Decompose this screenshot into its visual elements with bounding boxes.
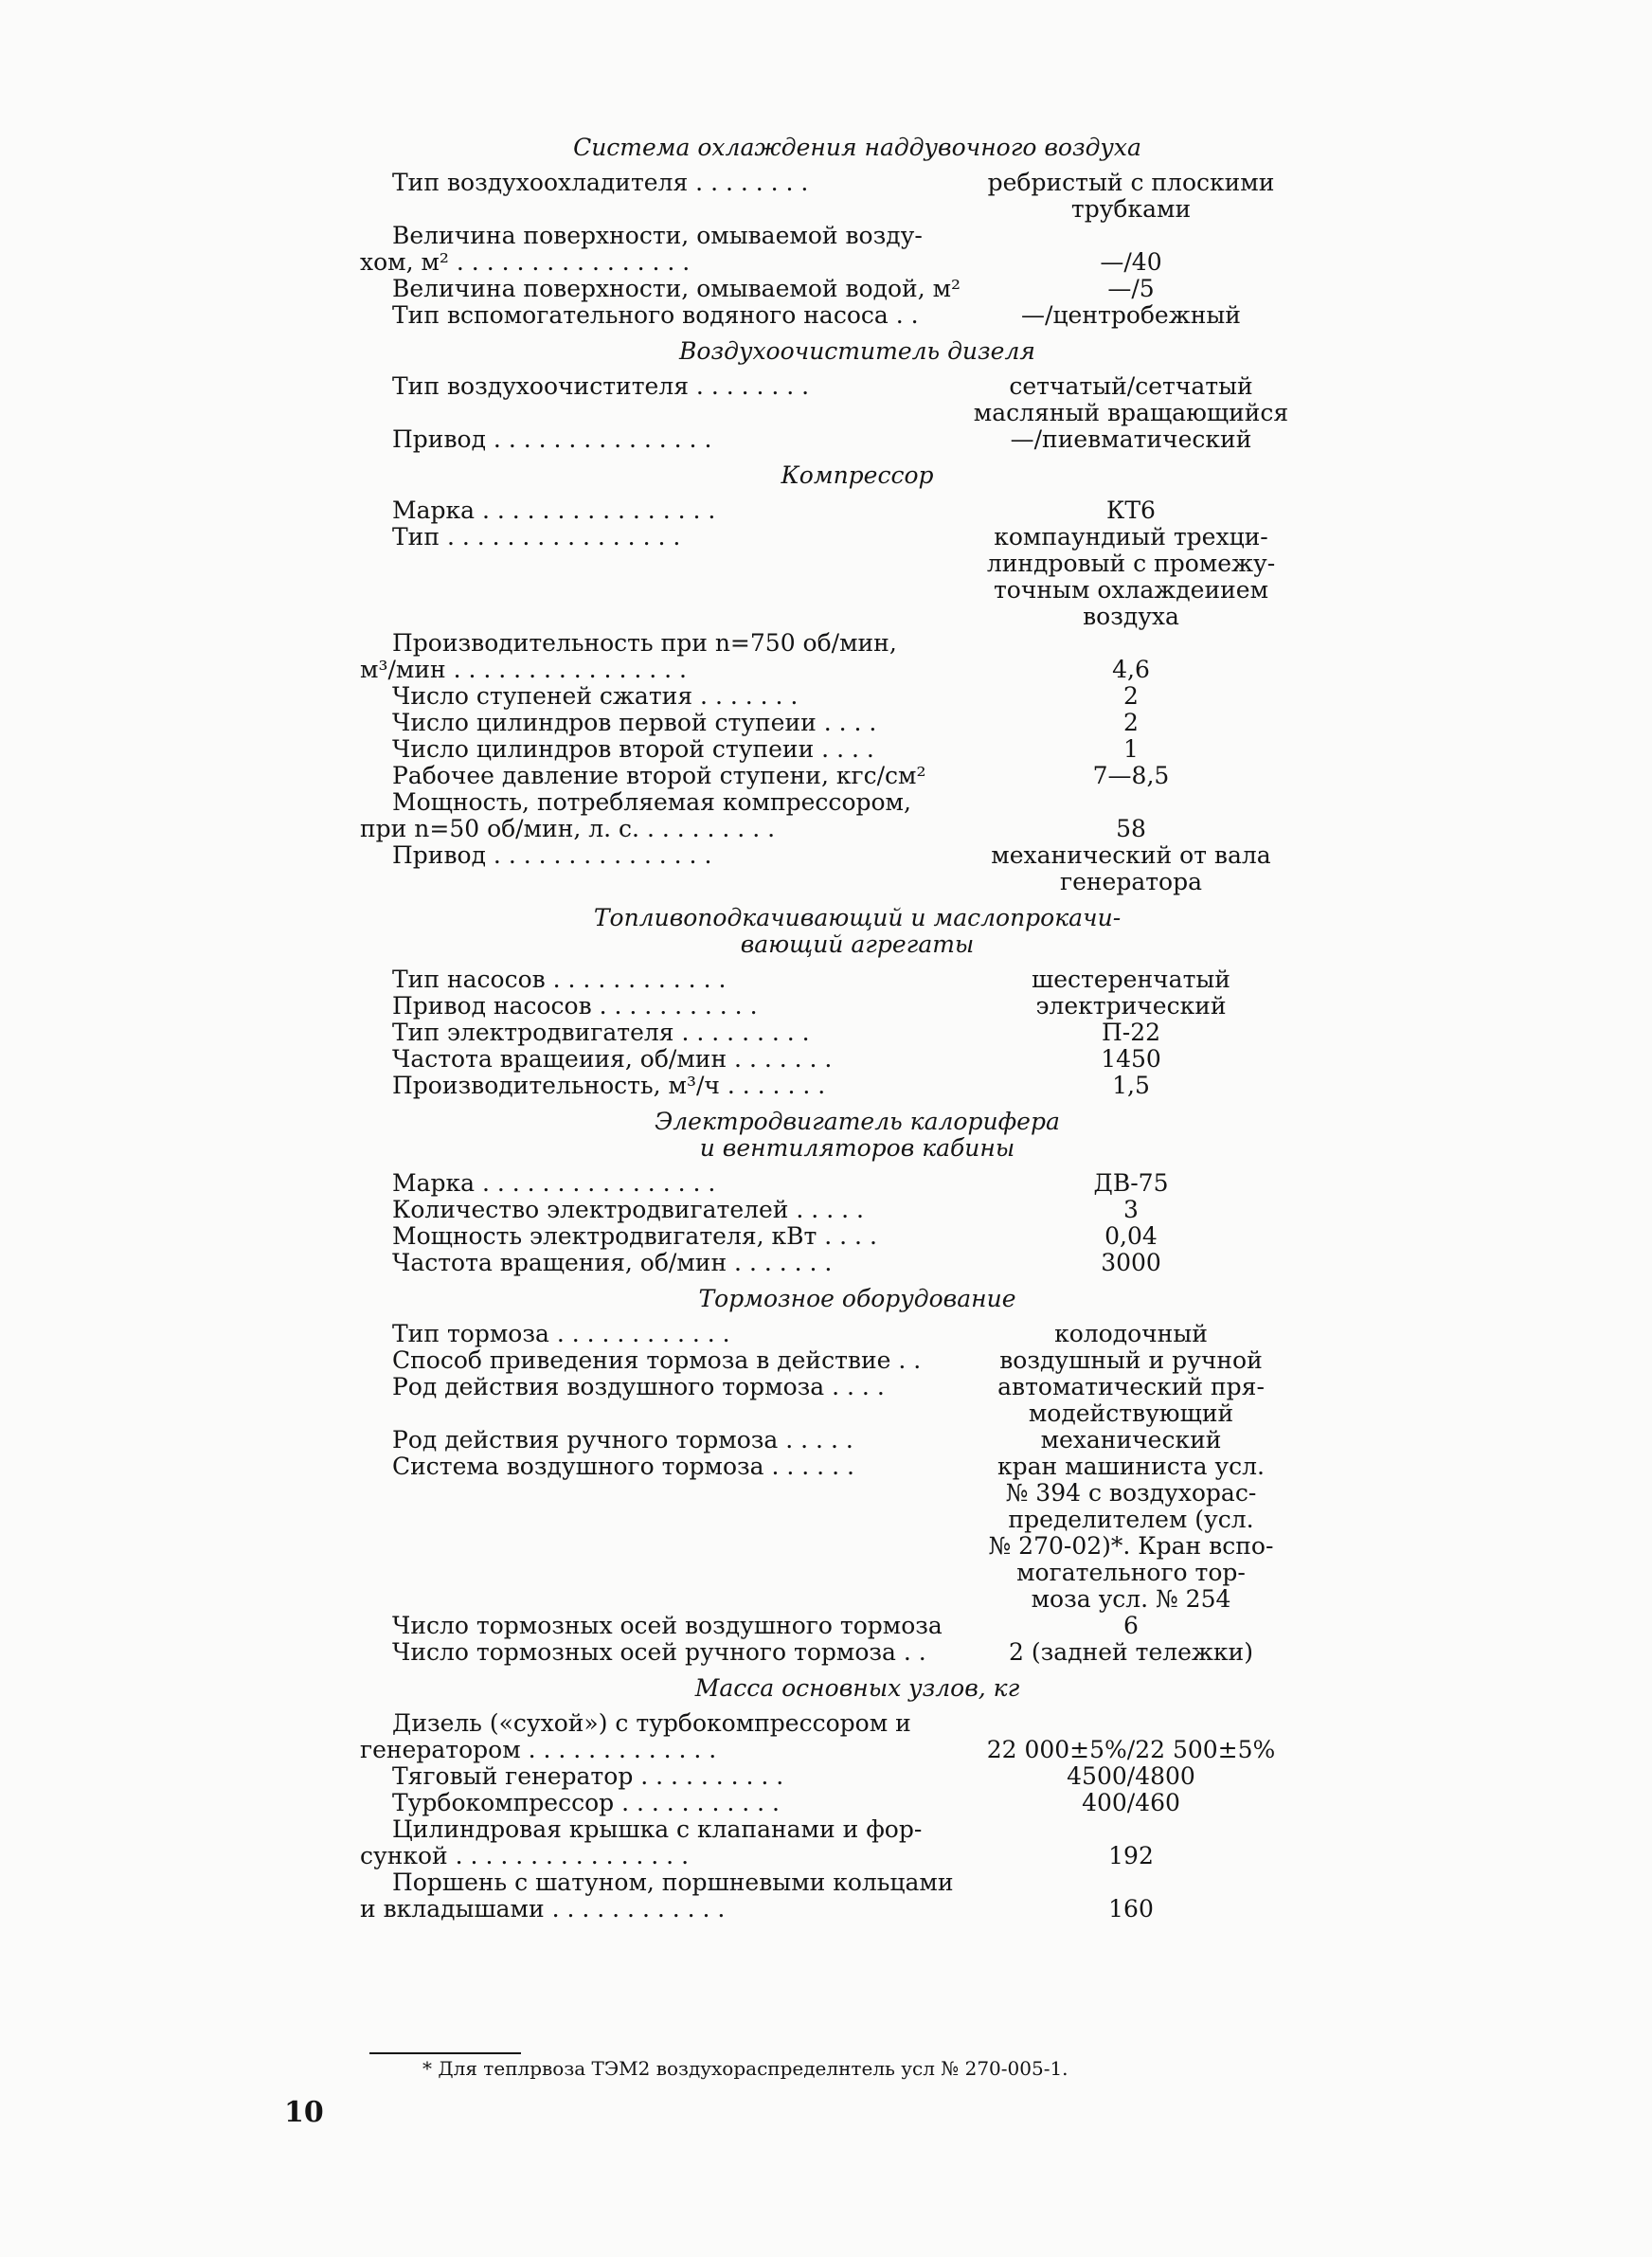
spec-label: Поршень с шатуном, поршневыми кольцами и вкладышами . . . . . . . . . . . . — [360, 1869, 954, 1923]
spec-label: Цилиндровая крышка с клапанами и фор- сункой . . . . . . . . . . . . . . . . — [360, 1816, 923, 1869]
spec-label: Мощность электродвигателя, кВт . . . . — [392, 1223, 877, 1250]
spec-value: 1 — [1123, 735, 1139, 763]
spec-row — [360, 1321, 1307, 1347]
spec-row — [360, 276, 1307, 302]
spec-value: 2 — [1123, 709, 1139, 736]
spec-row — [360, 1046, 1307, 1073]
spec-row — [360, 1347, 1307, 1374]
spec-value: кран машиниста усл. № 394 с воздухорас- пределителем (усл. № 270-02)*. Кран вспо- могательного тор- моза усл. № 254 — [988, 1453, 1274, 1613]
section-title: Тормозное оборудование — [698, 1285, 1016, 1312]
spec-row — [360, 710, 1307, 736]
spec-row — [360, 1374, 1307, 1427]
section-title: Электродвигатель калорифера и вентиляторов кабины — [655, 1108, 1060, 1162]
spec-label: Тяговый генератор . . . . . . . . . . — [392, 1763, 784, 1790]
spec-row — [360, 302, 1307, 329]
spec-row — [360, 1639, 1307, 1666]
spec-value: 0,04 — [1104, 1222, 1158, 1250]
footnote-rule — [369, 2052, 521, 2054]
spec-row — [360, 993, 1307, 1020]
spec-row — [360, 1710, 1307, 1763]
spec-value: сетчатый/сетчатый масляный вращающийся — [973, 372, 1289, 426]
spec-row — [360, 426, 1307, 453]
spec-row — [360, 789, 1307, 842]
spec-row — [360, 763, 1307, 789]
spec-row — [360, 1170, 1307, 1197]
spec-label: Марка . . . . . . . . . . . . . . . . — [392, 497, 716, 524]
section-title: Топливоподкачивающий и маслопрокачи- вающий агрегаты — [593, 904, 1122, 958]
spec-label: Тип электродвигателя . . . . . . . . . — [392, 1020, 810, 1046]
spec-value: —/5 — [1107, 275, 1155, 302]
spec-label: Тип воздухоохладителя . . . . . . . . — [392, 170, 809, 196]
spec-label: Род действия ручного тормоза . . . . . — [392, 1427, 853, 1454]
spec-row — [360, 1427, 1307, 1454]
spec-label: Род действия воздушного тормоза . . . . — [392, 1374, 885, 1400]
spec-label: Тип тормоза . . . . . . . . . . . . — [392, 1321, 730, 1347]
spec-value: 2 — [1123, 682, 1139, 710]
spec-row — [360, 1613, 1307, 1639]
spec-row — [360, 842, 1307, 895]
spec-value: 58 — [1116, 815, 1146, 842]
spec-label: Число ступеней сжатия . . . . . . . — [392, 683, 799, 710]
spec-value: 160 — [1108, 1895, 1154, 1923]
spec-label: Число цилиндров второй ступеии . . . . — [392, 736, 874, 763]
spec-value: 1450 — [1101, 1045, 1161, 1073]
spec-value: 192 — [1108, 1842, 1154, 1869]
spec-row — [360, 1250, 1307, 1276]
spec-value: шестеренчатый — [1032, 966, 1230, 993]
spec-label: Производительность, м³/ч . . . . . . . — [392, 1073, 826, 1099]
spec-value: —/40 — [1100, 248, 1162, 276]
spec-label: Число цилиндров первой ступеии . . . . — [392, 710, 877, 736]
spec-row — [360, 223, 1307, 276]
spec-value: 6 — [1123, 1612, 1139, 1639]
spec-value: колодочный — [1054, 1320, 1208, 1347]
spec-value: 4,6 — [1112, 656, 1150, 683]
spec-label: Мощность, потребляемая компрессором, при n=50 об/мин, л. с. . . . . . . . . . — [360, 789, 911, 842]
spec-value: механический — [1040, 1426, 1222, 1454]
spec-row — [360, 1073, 1307, 1099]
spec-label: Рабочее давление второй ступени, кгс/см² — [392, 763, 926, 789]
spec-label: Величина поверхности, омываемой возду- хом, м² . . . . . . . . . . . . . . . . — [360, 223, 923, 276]
spec-value: воздушный и ручной — [999, 1346, 1263, 1374]
specification-content — [360, 125, 1307, 1923]
spec-row — [360, 1454, 1307, 1613]
spec-label: Величина поверхности, омываемой водой, м² — [392, 276, 961, 302]
spec-value: —/пиевматический — [1010, 425, 1252, 453]
spec-value: КТ6 — [1106, 497, 1156, 524]
spec-value: 22 000±5%/22 500±5% — [986, 1736, 1276, 1763]
spec-row — [360, 170, 1307, 223]
spec-value: 3000 — [1101, 1249, 1161, 1276]
spec-row — [360, 1197, 1307, 1223]
spec-row — [360, 497, 1307, 524]
section-title: Масса основных узлов, кг — [694, 1674, 1020, 1702]
spec-value: 1,5 — [1112, 1072, 1150, 1099]
spec-row — [360, 1763, 1307, 1790]
spec-row — [360, 1869, 1307, 1923]
spec-value: 7—8,5 — [1092, 762, 1170, 789]
spec-row — [360, 736, 1307, 763]
spec-row — [360, 1223, 1307, 1250]
spec-value: 3 — [1123, 1196, 1139, 1223]
spec-label: Частота вращения, об/мин . . . . . . . — [392, 1250, 833, 1276]
spec-value: механический от вала генератора — [991, 841, 1271, 895]
spec-label: Тип насосов . . . . . . . . . . . . — [392, 966, 727, 993]
spec-value: 4500/4800 — [1067, 1762, 1195, 1790]
spec-label: Привод насосов . . . . . . . . . . . — [392, 993, 758, 1020]
page-number: 10 — [284, 2096, 324, 2129]
spec-label: Тип . . . . . . . . . . . . . . . . — [392, 524, 681, 551]
spec-label: Система воздушного тормоза . . . . . . — [392, 1454, 854, 1480]
spec-value: 400/460 — [1082, 1789, 1180, 1816]
spec-label: Способ приведения тормоза в действие . . — [392, 1347, 922, 1374]
spec-label: Производительность при n=750 об/мин, м³/мин . . . . . . . . . . . . . . . . — [360, 630, 897, 683]
spec-row — [360, 373, 1307, 426]
spec-label: Тип вспомогательного водяного насоса . . — [392, 302, 919, 329]
spec-label: Привод . . . . . . . . . . . . . . . — [392, 426, 712, 453]
footnote: * Для теплрвоза ТЭМ2 воздухораспределнтель усл № 270-005-1. — [422, 2057, 1068, 2080]
spec-row — [360, 524, 1307, 630]
spec-value: 2 (задней тележки) — [1009, 1638, 1253, 1666]
spec-label: Количество электродвигателей . . . . . — [392, 1197, 864, 1223]
spec-value: автоматический пря- модействующий — [997, 1373, 1265, 1427]
spec-label: Дизель («сухой») с турбокомпрессором и генератором . . . . . . . . . . . . . — [360, 1710, 911, 1763]
section-title: Компрессор — [781, 461, 934, 489]
spec-label: Марка . . . . . . . . . . . . . . . . — [392, 1170, 716, 1197]
spec-label: Число тормозных осей ручного тормоза . . — [392, 1639, 926, 1666]
spec-row — [360, 1020, 1307, 1046]
spec-value: компаундиый трехци- линдровый с промежу- точным охлаждеиием воздуха — [986, 523, 1276, 630]
spec-value: —/центробежный — [1021, 301, 1241, 329]
spec-row — [360, 683, 1307, 710]
spec-label: Число тормозных осей воздушного тормоза — [392, 1613, 943, 1639]
spec-value: электрический — [1035, 992, 1227, 1020]
spec-row — [360, 630, 1307, 683]
spec-label: Частота вращеиия, об/мин . . . . . . . — [392, 1046, 833, 1073]
spec-value: ребристый с плоскими трубками — [987, 169, 1275, 223]
spec-row — [360, 1816, 1307, 1869]
spec-value: ДВ-75 — [1093, 1169, 1169, 1197]
spec-value: П-22 — [1101, 1019, 1161, 1046]
spec-row — [360, 966, 1307, 993]
spec-label: Привод . . . . . . . . . . . . . . . — [392, 842, 712, 869]
spec-row — [360, 1790, 1307, 1816]
section-title: Система охлаждения наддувочного воздуха — [573, 134, 1141, 161]
spec-label: Турбокомпрессор . . . . . . . . . . . — [392, 1790, 780, 1816]
spec-label: Тип воздухоочистителя . . . . . . . . — [392, 373, 810, 400]
section-title: Воздухоочиститель дизеля — [679, 337, 1035, 365]
